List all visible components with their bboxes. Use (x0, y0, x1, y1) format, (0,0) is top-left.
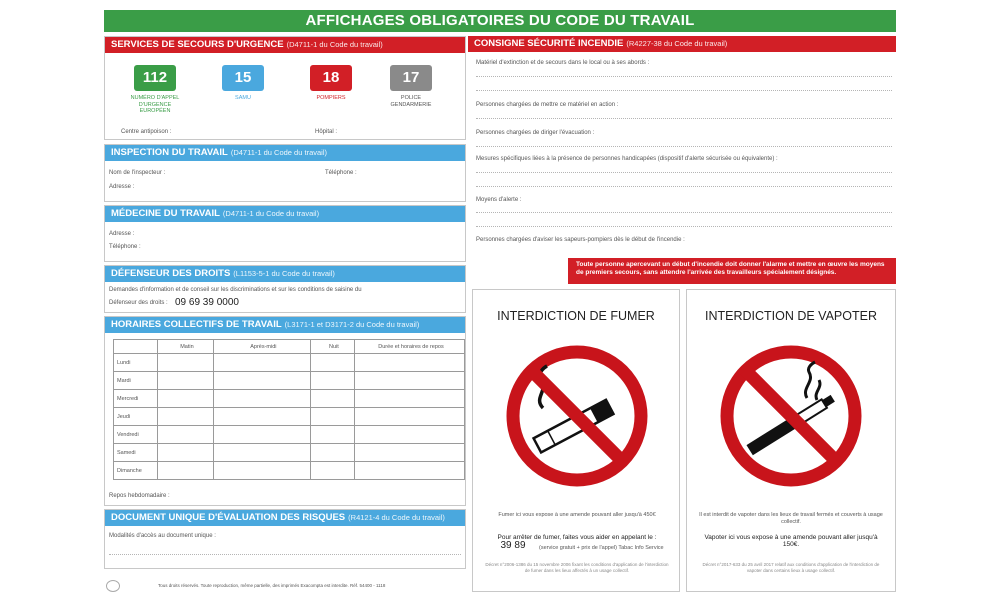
table-cell (310, 444, 354, 462)
table-cell (355, 408, 465, 426)
police-17-label: POLICE GENDARMERIE (390, 95, 432, 108)
emergency-112-box (134, 65, 176, 91)
secours-ref: (D4711-1 du Code du travail) (286, 40, 383, 49)
table-cell (310, 408, 354, 426)
table-cell (158, 372, 214, 390)
pompiers-18-label: POMPIERS (316, 95, 346, 101)
table-cell (355, 426, 465, 444)
table-row (114, 462, 465, 480)
table-cell (158, 426, 214, 444)
horaires-title: HORAIRES COLLECTIFS DE TRAVAIL (111, 319, 282, 330)
samu-15-number: 15 (234, 69, 252, 86)
defenseur-phone: 09 69 39 0000 (175, 297, 239, 308)
hopital-label: Hôpital : (315, 129, 338, 135)
day-mercredi: Mercredi (114, 390, 158, 408)
table-row (114, 444, 465, 462)
table-row (114, 390, 465, 408)
incendie-title: CONSIGNE SÉCURITÉ INCENDIE (474, 38, 624, 49)
table-cell (213, 408, 310, 426)
horaires-ref: (L3171-1 et D3171-2 du Code du travail) (284, 320, 420, 329)
incendie-item-personnes-materiel: Personnes chargées de mettre ce matériel en action : (476, 102, 619, 108)
no-vaping-decree: Décret n°2017-633 du 25 avril 2017 relatif aux conditions d'application de l'interdiction de vapoter dans certains lieux à usage collectif. (702, 562, 880, 573)
document-header (105, 510, 465, 526)
table-cell (355, 390, 465, 408)
document-line (109, 554, 461, 555)
defenseur-title: DÉFENSEUR DES DROITS (111, 268, 231, 279)
repos-hebdomadaire-label: Repos hebdomadaire : (109, 493, 170, 499)
incendie-item-pompiers: Personnes chargées d'aviser les sapeurs-pompiers dès le début de l'incendie : (476, 237, 685, 243)
table-cell (213, 372, 310, 390)
secours-panel (104, 36, 466, 140)
horaires-header-row (114, 340, 465, 354)
centre-antipoison-label: Centre antipoison : (121, 129, 172, 135)
secours-title: SERVICES DE SECOURS D'URGENCE (111, 39, 284, 50)
col-nuit: Nuit (310, 340, 354, 354)
incendie-line (476, 76, 892, 77)
table-cell (213, 426, 310, 444)
incendie-item-alerte: Moyens d'alerte : (476, 197, 522, 203)
inspection-telephone-label: Téléphone : (325, 170, 357, 176)
sign-no-vaping (686, 289, 896, 592)
emergency-112-label: NUMÉRO D'APPEL D'URGENCE EUROPÉEN (130, 95, 180, 114)
inspection-ref: (D4711-1 du Code du travail) (230, 148, 327, 157)
day-mardi: Mardi (114, 372, 158, 390)
brand-logo-icon (106, 580, 120, 592)
day-jeudi: Jeudi (114, 408, 158, 426)
table-cell (310, 354, 354, 372)
no-vaping-title: INTERDICTION DE VAPOTER (704, 309, 877, 323)
document-panel (104, 509, 466, 569)
incendie-line (476, 226, 892, 227)
incendie-header (468, 36, 896, 52)
table-cell (213, 462, 310, 480)
no-smoking-fine-text: Fumer ici vous expose à une amende pouvant aller jusqu'à 450€ (498, 512, 656, 518)
table-cell (355, 372, 465, 390)
inspection-adresse-label: Adresse : (109, 184, 135, 190)
no-vaping-icon (717, 342, 865, 490)
table-cell (158, 390, 214, 408)
table-cell (158, 444, 214, 462)
table-row (114, 426, 465, 444)
medecine-telephone-label: Téléphone : (109, 244, 141, 250)
table-cell (158, 408, 214, 426)
table-row (114, 372, 465, 390)
inspection-header (105, 145, 465, 161)
inspection-title: INSPECTION DU TRAVAIL (111, 147, 228, 158)
table-cell (310, 390, 354, 408)
medecine-header (105, 206, 465, 222)
footer-copyright: Tous droits réservés. Toute reproduction, même partielle, des imprimés Exacompta est interdite. Réf. 54400 - 1118 (158, 583, 386, 588)
no-smoking-phone: 39 89 (500, 540, 526, 551)
no-smoking-decree: Décret n°2006-1386 du 15 novembre 2006 fixant les conditions d'application de l'interdiction de fumer dans les lieux affectés à un usage collectif. (485, 562, 669, 573)
horaires-header (105, 317, 465, 333)
table-cell (355, 462, 465, 480)
table-cell (355, 354, 465, 372)
day-samedi: Samedi (114, 444, 158, 462)
incendie-line (476, 172, 892, 173)
table-row (114, 408, 465, 426)
defenseur-description: Demandes d'information et de conseil sur les discriminations et sur les conditions de saisine du (109, 287, 362, 293)
no-vaping-fine-text: Il est interdit de vapoter dans les lieux de travail fermés et couverts à usage collectif. (699, 512, 883, 525)
medecine-panel (104, 205, 466, 262)
incendie-item-handicap: Mesures spécifiques liées à la présence de personnes handicapées (dispositif d'alerte sécurisée ou équivalente) : (476, 156, 778, 162)
emergency-112-number: 112 (142, 69, 168, 86)
day-vendredi: Vendredi (114, 426, 158, 444)
medecine-adresse-label: Adresse : (109, 231, 135, 237)
police-17-number: 17 (402, 69, 420, 86)
table-cell (355, 444, 465, 462)
col-repos: Durée et horaires de repos (355, 340, 465, 354)
sign-no-smoking (472, 289, 680, 592)
defenseur-panel (104, 265, 466, 313)
incendie-item-materiel: Matériel d'extinction et de secours dans le local ou à ses abords : (476, 60, 650, 66)
poster (100, 6, 900, 594)
defenseur-label: Défenseur des droits : (109, 300, 168, 306)
document-title: DOCUMENT UNIQUE D'ÉVALUATION DES RISQUES (111, 512, 346, 523)
no-smoking-icon (503, 342, 651, 490)
inspecteur-nom-label: Nom de l'inspecteur : (109, 170, 166, 176)
samu-15-box (222, 65, 264, 91)
table-cell (310, 372, 354, 390)
no-smoking-phone-note: (service gratuit + prix de l'appel) Tabac Info Service (539, 545, 664, 551)
table-cell (310, 462, 354, 480)
table-cell (158, 462, 214, 480)
col-matin: Matin (158, 340, 214, 354)
no-smoking-help-text: Pour arrêter de fumer, faites vous aider en appelant le : (497, 534, 657, 541)
pompiers-18-number: 18 (322, 69, 340, 86)
day-lundi: Lundi (114, 354, 158, 372)
defenseur-ref: (L1153-5-1 du Code du travail) (233, 269, 335, 278)
medecine-ref: (D4711-1 du Code du travail) (222, 209, 320, 218)
incendie-panel (468, 36, 896, 256)
defenseur-header (105, 266, 465, 282)
incendie-line (476, 212, 892, 213)
incendie-line (476, 186, 892, 187)
table-cell (310, 426, 354, 444)
document-ref: (R4121-4 du Code du travail) (348, 513, 445, 522)
col-apres-midi: Après-midi (213, 340, 310, 354)
incendie-alert-banner: Toute personne apercevant un début d'incendie doit donner l'alarme et mettre en œuvre les moyens de premiers secours, sans attendre l'arrivée des travailleurs spécialement désignés. (568, 258, 896, 284)
no-smoking-title: INTERDICTION DE FUMER (497, 309, 655, 323)
incendie-ref: (R4227-38 du Code du travail) (626, 39, 728, 48)
horaires-table (113, 339, 465, 480)
police-17-box (390, 65, 432, 91)
incendie-line (476, 118, 892, 119)
document-modalites-label: Modalités d'accès au document unique : (109, 533, 216, 539)
day-dimanche: Dimanche (114, 462, 158, 480)
horaires-panel (104, 316, 466, 506)
table-row (114, 354, 465, 372)
incendie-item-evacuation: Personnes chargées de diriger l'évacuation : (476, 130, 595, 136)
no-vaping-fine-text-2: Vapoter ici vous expose à une amende pouvant aller jusqu'à 150€. (704, 534, 878, 548)
incendie-line (476, 146, 892, 147)
poster-title: AFFICHAGES OBLIGATOIRES DU CODE DU TRAVAIL (104, 10, 896, 32)
inspection-panel (104, 144, 466, 202)
horaires-corner-cell (114, 340, 158, 354)
table-cell (213, 444, 310, 462)
table-cell (213, 354, 310, 372)
secours-header (105, 37, 465, 53)
samu-15-label: SAMU (235, 95, 251, 101)
pompiers-18-box (310, 65, 352, 91)
incendie-line (476, 90, 892, 91)
medecine-title: MÉDECINE DU TRAVAIL (111, 208, 220, 219)
table-cell (213, 390, 310, 408)
table-cell (158, 354, 214, 372)
